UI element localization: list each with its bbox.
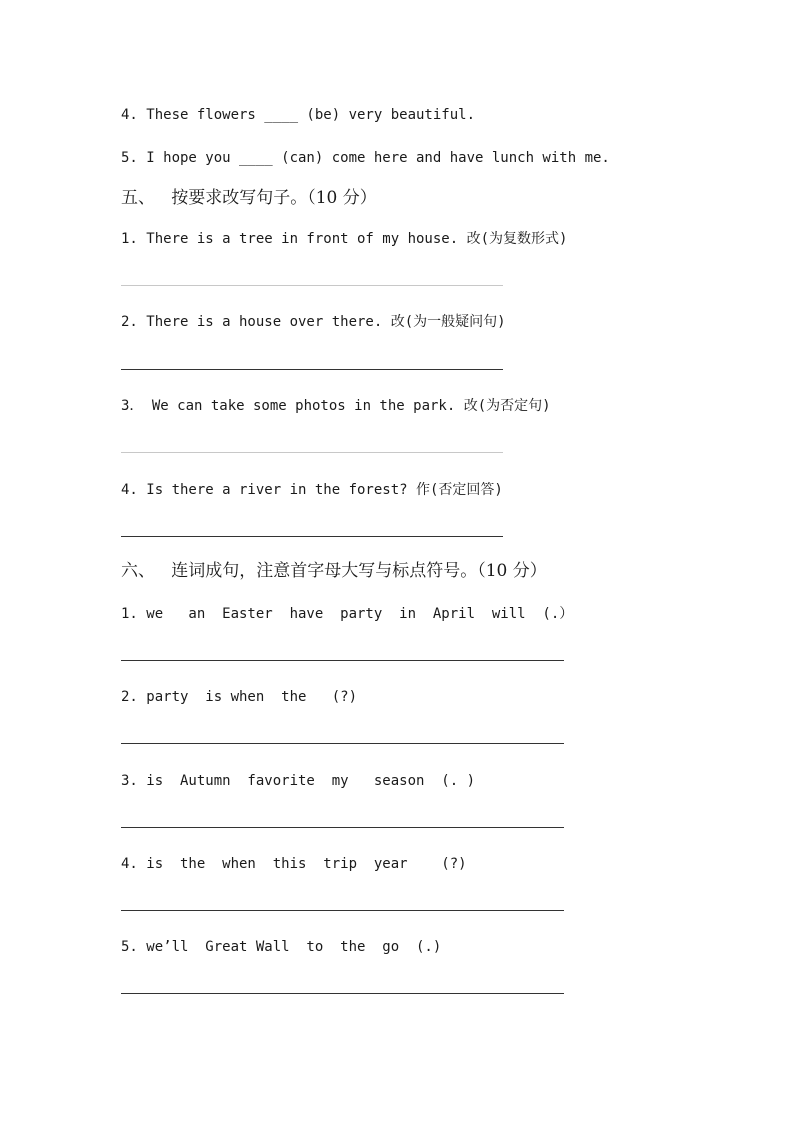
answer-line-rewrite-3: [121, 452, 503, 453]
rewrite-item-1: 1. There is a tree in front of my house. 改(为复数形式): [121, 231, 568, 247]
section-6-heading: 六、 连词成句，注意首字母大写与标点符号。（10 分）: [121, 561, 547, 581]
fill-in-item-4: 4. These flowers ____ (be) very beautiful.: [121, 107, 476, 123]
rewrite-item-3: 3． We can take some photos in the park. 改(为否定句): [121, 398, 551, 414]
rewrite-item-2: 2. There is a house over there. 改(为一般疑问句): [121, 314, 506, 330]
word-order-item-1: 1. we an Easter have party in April will (.）: [121, 606, 574, 622]
fill-in-item-5: 5. I hope you ____ (can) come here and have lunch with me.: [121, 150, 610, 166]
answer-line-order-4: [121, 910, 564, 911]
section-5-heading: 五、 按要求改写句子。（10 分）: [121, 188, 377, 208]
answer-line-rewrite-1: [121, 285, 503, 286]
word-order-item-3: 3. is Autumn favorite my season (. ): [121, 773, 476, 789]
answer-line-order-2: [121, 743, 564, 744]
answer-line-rewrite-4: [121, 536, 503, 537]
answer-line-order-3: [121, 827, 564, 828]
word-order-item-4: 4. is the when this trip year (?): [121, 856, 467, 872]
answer-line-order-5: [121, 993, 564, 994]
rewrite-item-4: 4. Is there a river in the forest? 作(否定回答): [121, 482, 503, 498]
answer-line-order-1: [121, 660, 564, 661]
answer-line-rewrite-2: [121, 369, 503, 370]
word-order-item-5: 5. we’ll Great Wall to the go (.): [121, 939, 442, 955]
word-order-item-2: 2. party is when the (?): [121, 689, 358, 705]
